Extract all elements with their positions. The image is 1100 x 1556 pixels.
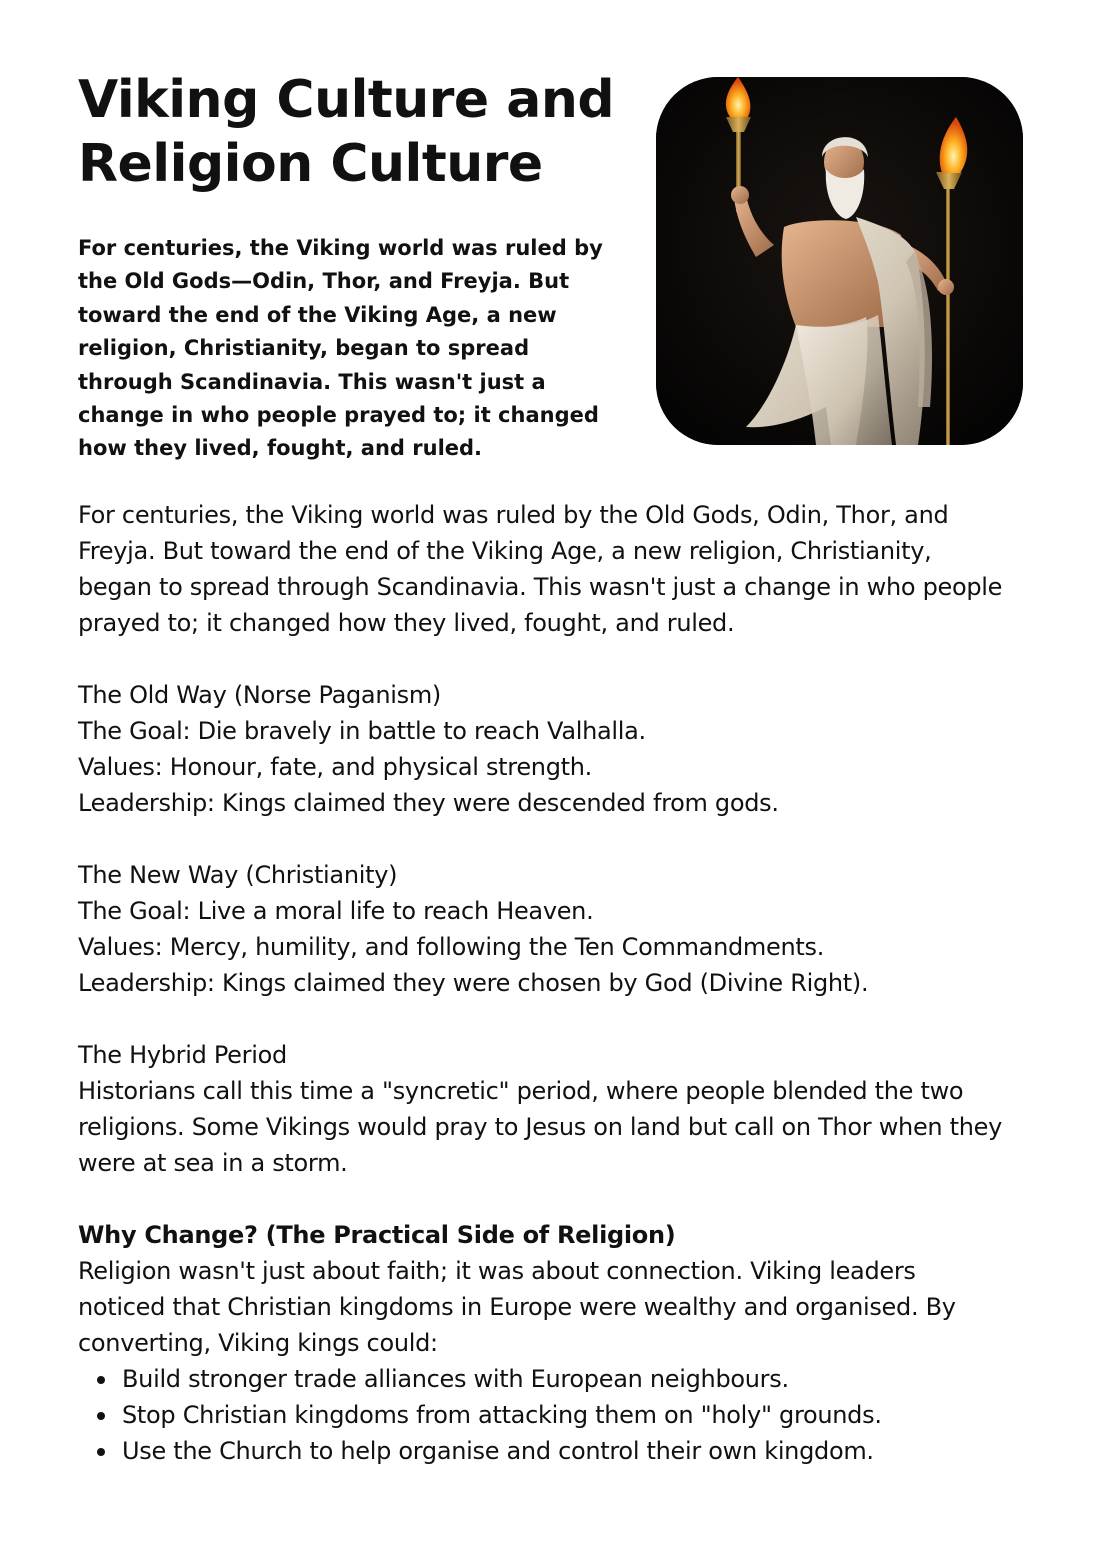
bullet-dot-icon — [97, 1376, 105, 1384]
intro-line: Freyja. But toward the end of the Viking Age, a new religion, Christianity, — [78, 537, 932, 565]
lead-line: change in who people prayed to; it changed — [78, 403, 599, 428]
hybrid-line: religions. Some Vikings would pray to Jesus on land but call on Thor when they — [78, 1113, 1003, 1141]
lead-line: religion, Christianity, began to spread — [78, 336, 530, 361]
why-change-line: converting, Viking kings could: — [78, 1329, 438, 1357]
norse-god-illustration-icon — [656, 77, 1023, 445]
new-way-leadership: Leadership: Kings claimed they were chosen by God (Divine Right). — [78, 969, 869, 997]
old-way-values: Values: Honour, fate, and physical strength. — [78, 753, 592, 781]
list-item — [78, 1433, 1028, 1469]
why-change-bullet-list — [78, 1361, 1028, 1469]
list-item-text: Use the Church to help organise and control their own kingdom. — [122, 1437, 874, 1465]
title-line-1: Viking Culture and — [78, 70, 615, 130]
intro-line: began to spread through Scandinavia. This wasn't just a change in who people — [78, 573, 1003, 601]
intro-line: For centuries, the Viking world was ruled by the Old Gods, Odin, Thor, and — [78, 501, 949, 529]
hybrid-heading: The Hybrid Period — [78, 1041, 287, 1069]
hybrid-section — [78, 1037, 1028, 1181]
hybrid-line: were at sea in a storm. — [78, 1149, 348, 1177]
title-line-2: Religion Culture — [78, 134, 543, 194]
lead-line: through Scandinavia. This wasn't just a — [78, 369, 546, 394]
why-change-heading: Why Change? (The Practical Side of Religion) — [78, 1221, 676, 1249]
lead-line: For centuries, the Viking world was ruled by — [78, 236, 603, 260]
list-item — [78, 1397, 1028, 1433]
old-way-heading: The Old Way (Norse Paganism) — [78, 681, 441, 709]
list-item-text: Stop Christian kingdoms from attacking them on "holy" grounds. — [122, 1401, 882, 1429]
why-change-line: Religion wasn't just about faith; it was about connection. Viking leaders — [78, 1257, 916, 1285]
lead-line: the Old Gods—Odin, Thor, and Freyja. But — [78, 269, 570, 294]
page-title — [78, 68, 638, 196]
hero-image — [656, 77, 1023, 445]
bullet-dot-icon — [97, 1412, 105, 1420]
why-change-section — [78, 1217, 1028, 1361]
intro-line: prayed to; it changed how they lived, fought, and ruled. — [78, 609, 735, 637]
old-way-goal: The Goal: Die bravely in battle to reach Valhalla. — [78, 717, 646, 745]
new-way-section — [78, 857, 1028, 1001]
new-way-values: Values: Mercy, humility, and following the Ten Commandments. — [78, 933, 825, 961]
list-item-text: Build stronger trade alliances with European neighbours. — [122, 1365, 789, 1393]
list-item — [78, 1361, 1028, 1397]
bullet-dot-icon — [97, 1448, 105, 1456]
why-change-line: noticed that Christian kingdoms in Europe were wealthy and organised. By — [78, 1293, 956, 1321]
intro-paragraph — [78, 497, 1028, 641]
new-way-goal: The Goal: Live a moral life to reach Heaven. — [78, 897, 594, 925]
lead-paragraph — [78, 232, 638, 466]
new-way-heading: The New Way (Christianity) — [78, 861, 398, 889]
old-way-section — [78, 677, 1028, 821]
lead-line: how they lived, fought, and ruled. — [78, 436, 483, 461]
lead-line: toward the end of the Viking Age, a new — [78, 302, 557, 327]
old-way-leadership: Leadership: Kings claimed they were descended from gods. — [78, 789, 779, 817]
hybrid-line: Historians call this time a "syncretic" period, where people blended the two — [78, 1077, 964, 1105]
